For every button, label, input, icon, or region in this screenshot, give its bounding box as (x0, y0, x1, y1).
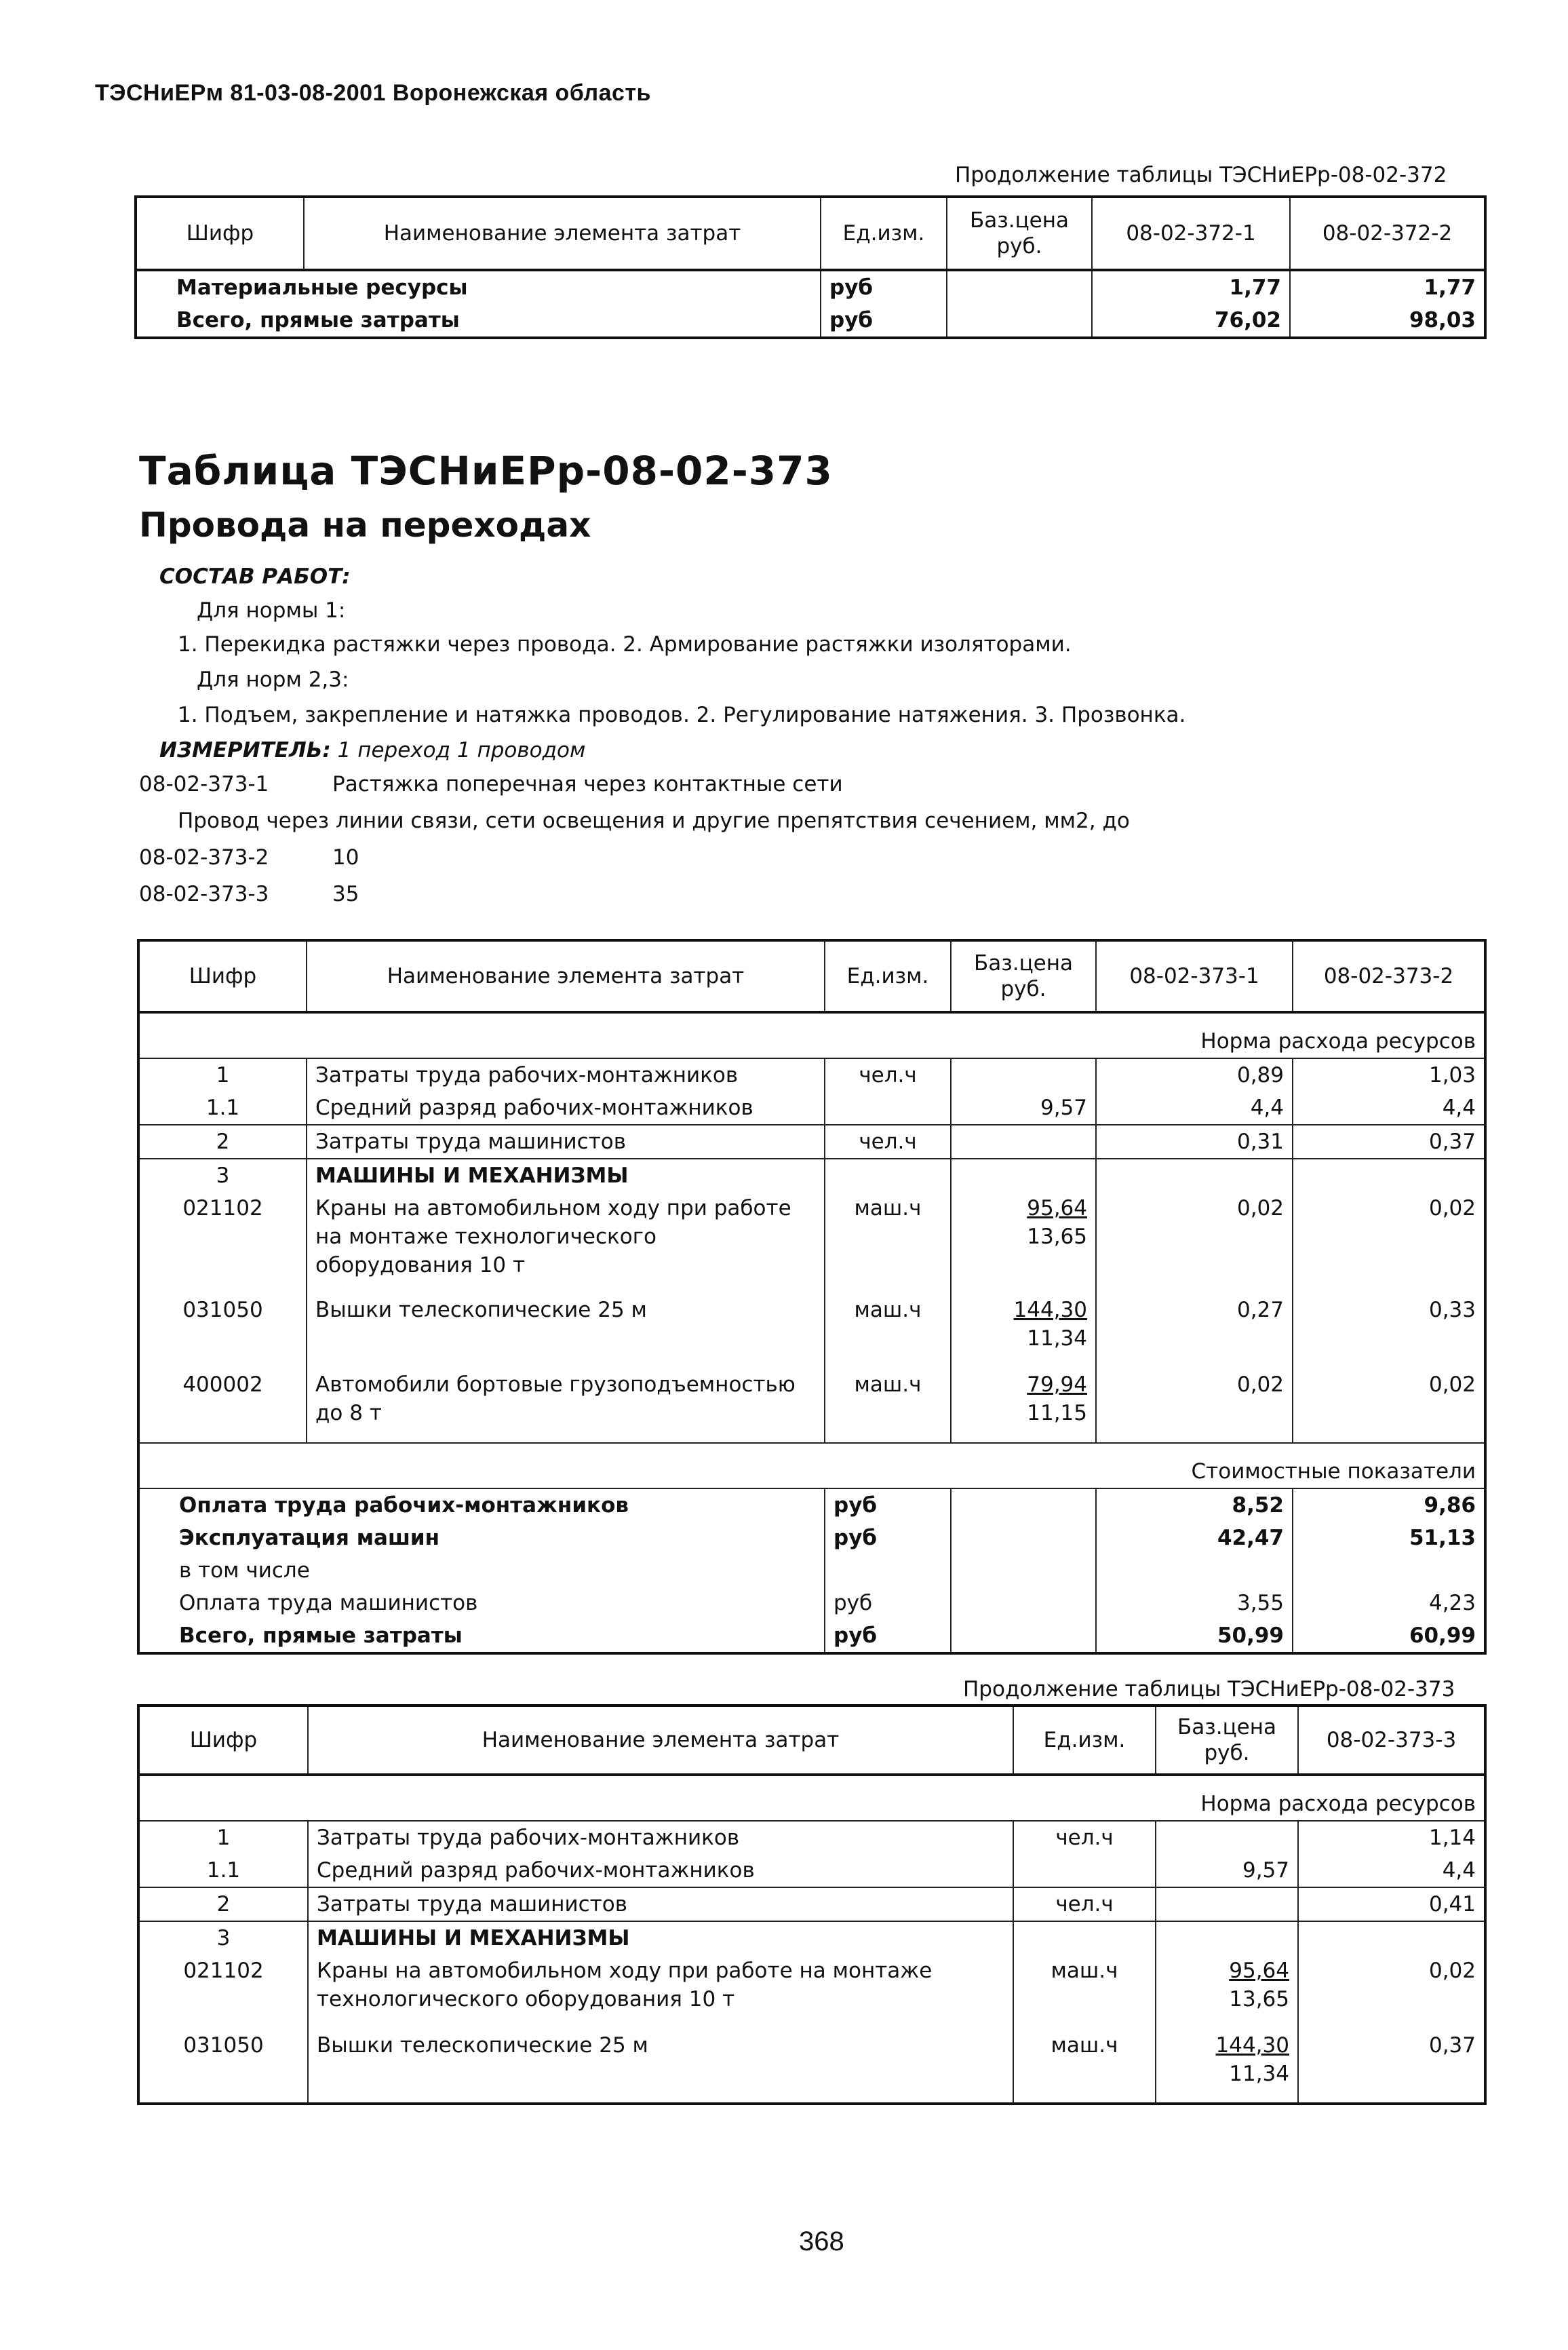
row-name: Затраты труда рабочих-монтажников (307, 1058, 825, 1092)
row-code: 031050 (138, 1294, 307, 1368)
row-name: МАШИНЫ И МЕХАНИЗМЫ (307, 1159, 825, 1192)
cost-price (951, 1488, 1096, 1522)
col-header-norm-2: 08-02-373-2 (1293, 940, 1485, 1012)
table-row (138, 1954, 1485, 2029)
cost-value-1: 8,52 (1096, 1488, 1293, 1522)
row-value-2: 0,37 (1293, 1125, 1485, 1159)
section-label-row (138, 1443, 1485, 1488)
table-header-row (138, 1706, 1485, 1775)
row-value: 0,37 (1298, 2029, 1485, 2104)
row-unit (825, 1159, 951, 1192)
cost-row (138, 1554, 1485, 1587)
cost-price (951, 1554, 1096, 1587)
row-price (951, 1058, 1096, 1092)
row-name: Автомобили бортовые грузоподъемностью до 8 т (307, 1368, 825, 1443)
row-price (1156, 1954, 1298, 2029)
row-unit: маш.ч (1013, 1954, 1156, 2029)
col-header-unit: Ед.изм. (825, 940, 951, 1012)
row-name: Краны на автомобильном ходу при работе на монтаже технологического оборудования 10 т (308, 1954, 1013, 2029)
row-value-1: 1,77 (1092, 270, 1290, 304)
row-code: 031050 (138, 2029, 308, 2104)
code-line (139, 772, 843, 796)
base-price: 9,57 (1040, 1096, 1087, 1120)
row-name: Затраты труда рабочих-монтажников (308, 1821, 1013, 1854)
table-row (138, 1159, 1485, 1192)
table-row (138, 1125, 1485, 1159)
base-price: 79,94 (1027, 1372, 1087, 1397)
row-code: 400002 (138, 1368, 307, 1443)
cost-row (138, 1587, 1485, 1619)
row-code: 1.1 (138, 1092, 307, 1125)
cost-unit: руб (825, 1587, 951, 1619)
cost-value-1: 42,47 (1096, 1522, 1293, 1554)
row-name: Затраты труда машинистов (307, 1125, 825, 1159)
table-row (138, 1294, 1485, 1368)
table-row (138, 1058, 1485, 1092)
cost-value-2: 60,99 (1293, 1619, 1485, 1653)
row-name: Вышки телескопические 25 м (307, 1294, 825, 1368)
row-code: 021102 (138, 1192, 307, 1294)
col-header-name: Наименование элемента затрат (307, 940, 825, 1012)
cost-value-2: 4,23 (1293, 1587, 1485, 1619)
cost-value-1: 3,55 (1096, 1587, 1293, 1619)
row-name: Вышки телескопические 25 м (308, 2029, 1013, 2104)
code-text: 10 (332, 845, 359, 870)
row-price (951, 1192, 1096, 1294)
row-value-1: 76,02 (1092, 304, 1290, 338)
table-title: Таблица ТЭСНиЕРр-08-02-373 (139, 448, 833, 494)
row-code: 1 (138, 1058, 307, 1092)
code-line (139, 845, 359, 870)
norm-1-label: Для нормы 1: (197, 598, 346, 623)
row-value-2: 0,02 (1293, 1368, 1485, 1443)
col-header-name: Наименование элемента затрат (308, 1706, 1013, 1775)
table-row (136, 304, 1485, 338)
table-header-row (138, 940, 1485, 1012)
base-price: 9,57 (1242, 1858, 1289, 1883)
measure-value: 1 переход 1 проводом (337, 738, 586, 763)
code-text: 35 (332, 882, 359, 906)
row-unit: маш.ч (1013, 2029, 1156, 2104)
col-header-price: Баз.цена руб. (1156, 1706, 1298, 1775)
cost-section-label: Стоимостные показатели (138, 1443, 1485, 1488)
cost-row (138, 1488, 1485, 1522)
col-header-name: Наименование элемента затрат (304, 197, 821, 270)
norm-section-label: Норма расхода ресурсов (138, 1775, 1485, 1821)
cost-value-2: 51,13 (1293, 1522, 1485, 1554)
row-value-2: 4,4 (1293, 1092, 1485, 1125)
norm-23-label: Для норм 2,3: (197, 668, 349, 692)
base-price: 144,30 (1013, 1298, 1087, 1322)
wage-price: 11,34 (1229, 2062, 1289, 2086)
code-text: Провод через линии связи, сети освещения и другие препятствия сечением, мм2, до (178, 809, 1130, 833)
base-price: 95,64 (1027, 1196, 1087, 1220)
row-price (947, 270, 1092, 304)
col-header-price: Баз.цена руб. (947, 197, 1092, 270)
cost-value-2 (1293, 1554, 1485, 1587)
row-value-1: 0,89 (1096, 1058, 1293, 1092)
row-value-1 (1096, 1159, 1293, 1192)
row-value-2: 98,03 (1290, 304, 1485, 338)
row-code: 2 (138, 1125, 307, 1159)
row-unit: маш.ч (825, 1192, 951, 1294)
row-value: 0,02 (1298, 1954, 1485, 2029)
row-name: Средний разряд рабочих-монтажников (307, 1092, 825, 1125)
table-row (138, 1821, 1485, 1854)
row-name: Краны на автомобильном ходу при работе на монтаже технологического оборудования 10 т (307, 1192, 825, 1294)
table-row (138, 2029, 1485, 2104)
wage-price: 11,34 (1027, 1326, 1087, 1351)
row-name: Средний разряд рабочих-монтажников (308, 1854, 1013, 1887)
row-value: 1,14 (1298, 1821, 1485, 1854)
row-code: 2 (138, 1887, 308, 1921)
col-header-norm-1: 08-02-372-1 (1092, 197, 1290, 270)
row-unit: маш.ч (825, 1294, 951, 1368)
table-373-1-2 (137, 939, 1487, 1655)
row-value-2 (1293, 1159, 1485, 1192)
row-unit (1013, 1854, 1156, 1887)
base-price: 95,64 (1229, 1959, 1289, 1983)
running-header: ТЭСНиЕРм 81-03-08-2001 Воронежская область (95, 80, 651, 106)
row-value-1: 0,02 (1096, 1192, 1293, 1294)
row-name: Всего, прямые затраты (136, 304, 821, 338)
row-value-1: 0,27 (1096, 1294, 1293, 1368)
code: 08-02-373-1 (139, 772, 269, 796)
row-value-1: 0,31 (1096, 1125, 1293, 1159)
cost-row (138, 1619, 1485, 1653)
row-price (951, 1294, 1096, 1368)
row-price (947, 304, 1092, 338)
row-value-1: 0,02 (1096, 1368, 1293, 1443)
row-value-2: 1,77 (1290, 270, 1485, 304)
cost-name: в том числе (138, 1554, 825, 1587)
work-composition-label: СОСТАВ РАБОТ: (159, 564, 351, 589)
row-unit (825, 1092, 951, 1125)
col-header-norm-1: 08-02-373-1 (1096, 940, 1293, 1012)
table-row (138, 1854, 1485, 1887)
col-header-price: Баз.цена руб. (951, 940, 1096, 1012)
row-unit: чел.ч (1013, 1821, 1156, 1854)
cost-value-2: 9,86 (1293, 1488, 1485, 1522)
norm-23-works: 1. Подъем, закрепление и натяжка проводов. 2. Регулирование натяжения. 3. Прозвонка. (178, 703, 1186, 727)
code: 08-02-373-2 (139, 845, 269, 870)
code: 08-02-373-3 (139, 882, 269, 906)
row-code: 021102 (138, 1954, 308, 2029)
col-header-unit: Ед.изм. (821, 197, 947, 270)
row-code: 3 (138, 1159, 307, 1192)
row-price (1156, 1921, 1298, 1954)
cost-price (951, 1619, 1096, 1653)
row-value-2: 1,03 (1293, 1058, 1485, 1092)
row-price (1156, 1821, 1298, 1854)
norm-section-label: Норма расхода ресурсов (138, 1012, 1485, 1058)
cost-name: Оплата труда рабочих-монтажников (138, 1488, 825, 1522)
row-name: Затраты труда машинистов (308, 1887, 1013, 1921)
row-price (1156, 1887, 1298, 1921)
cost-value-1 (1096, 1554, 1293, 1587)
col-header-code: Шифр (138, 1706, 308, 1775)
table-row (138, 1368, 1485, 1443)
norm-1-works: 1. Перекидка растяжки через провода. 2. Армирование растяжки изоляторами. (178, 632, 1072, 657)
table-header-row (136, 197, 1485, 270)
row-value (1298, 1921, 1485, 1954)
measure-line (159, 738, 585, 763)
row-unit: чел.ч (1013, 1887, 1156, 1921)
row-code: 3 (138, 1921, 308, 1954)
table-row (138, 1192, 1485, 1294)
row-price (1156, 2029, 1298, 2104)
row-code: 1 (138, 1821, 308, 1854)
row-value: 4,4 (1298, 1854, 1485, 1887)
base-price: 144,30 (1215, 2033, 1289, 2058)
col-header-unit: Ед.изм. (1013, 1706, 1156, 1775)
cost-price (951, 1587, 1096, 1619)
row-value: 0,41 (1298, 1887, 1485, 1921)
row-price (951, 1368, 1096, 1443)
row-price (951, 1159, 1096, 1192)
page-number: 368 (799, 2227, 844, 2256)
cost-name: Эксплуатация машин (138, 1522, 825, 1554)
cost-name: Оплата труда машинистов (138, 1587, 825, 1619)
cost-unit: руб (825, 1619, 951, 1653)
row-unit: чел.ч (825, 1058, 951, 1092)
row-unit: руб (821, 304, 947, 338)
wage-price: 13,65 (1229, 1987, 1289, 2011)
measure-label: ИЗМЕРИТЕЛЬ: (159, 738, 331, 763)
row-name: Материальные ресурсы (136, 270, 821, 304)
table-subtitle: Провода на переходах (139, 505, 591, 545)
section-label-row (138, 1775, 1485, 1821)
row-code: 1.1 (138, 1854, 308, 1887)
table-row (138, 1921, 1485, 1954)
col-header-norm-3: 08-02-373-3 (1298, 1706, 1485, 1775)
row-unit: чел.ч (825, 1125, 951, 1159)
row-price (951, 1092, 1096, 1125)
table-372 (134, 195, 1487, 339)
table-row (138, 1092, 1485, 1125)
code-line (139, 882, 359, 906)
wage-price: 13,65 (1027, 1225, 1087, 1249)
cost-value-1: 50,99 (1096, 1619, 1293, 1653)
row-value-2: 0,02 (1293, 1192, 1485, 1294)
row-price (1156, 1854, 1298, 1887)
table-row (136, 270, 1485, 304)
row-value-1: 4,4 (1096, 1092, 1293, 1125)
continuation-label-373: Продолжение таблицы ТЭСНиЕРр-08-02-373 (963, 1677, 1455, 1701)
cost-unit: руб (825, 1522, 951, 1554)
section-label-row (138, 1012, 1485, 1058)
cost-row (138, 1522, 1485, 1554)
continuation-label-372: Продолжение таблицы ТЭСНиЕРр-08-02-372 (955, 163, 1447, 187)
col-header-code: Шифр (136, 197, 304, 270)
code-text: Растяжка поперечная через контактные сети (332, 772, 843, 796)
cost-price (951, 1522, 1096, 1554)
wage-price: 11,15 (1027, 1401, 1087, 1425)
col-header-code: Шифр (138, 940, 307, 1012)
row-unit: маш.ч (825, 1368, 951, 1443)
row-name: МАШИНЫ И МЕХАНИЗМЫ (308, 1921, 1013, 1954)
cost-name: Всего, прямые затраты (138, 1619, 825, 1653)
row-value-2: 0,33 (1293, 1294, 1485, 1368)
cost-unit: руб (825, 1488, 951, 1522)
cost-unit (825, 1554, 951, 1587)
table-row (138, 1887, 1485, 1921)
row-unit: руб (821, 270, 947, 304)
row-unit (1013, 1921, 1156, 1954)
col-header-norm-2: 08-02-372-2 (1290, 197, 1485, 270)
row-price (951, 1125, 1096, 1159)
table-373-3 (137, 1704, 1487, 2105)
